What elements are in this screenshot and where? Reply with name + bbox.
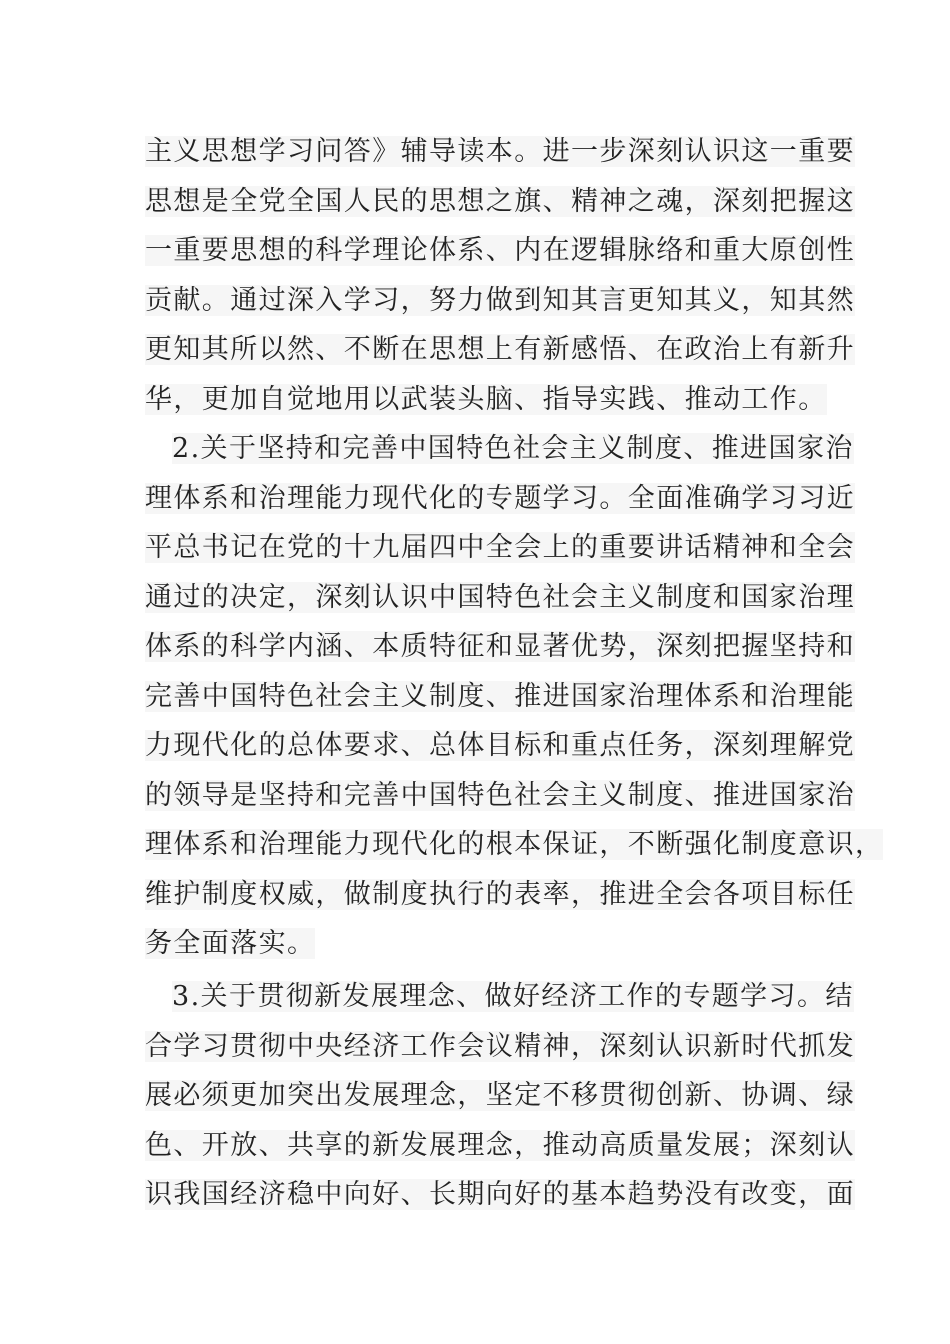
text-line: 务全面落实。 — [145, 928, 316, 959]
text-line: 通过的决定，深刻认识中国特色社会主义制度和国家治理 — [145, 581, 855, 613]
text-line: 主义思想学习问答》辅导读本。进一步深刻认识这一重要 — [145, 136, 855, 167]
paragraph-start-line: 2.关于坚持和完善中国特色社会主义制度、推进国家治 — [172, 433, 854, 464]
text-line: 更知其所以然、不断在思想上有新感悟、在政治上有新升 — [145, 334, 855, 365]
text-line: 理体系和治理能力现代化的专题学习。全面准确学习习近 — [145, 482, 855, 514]
text-line: 展必须更加突出发展理念，坚定不移贯彻创新、协调、绿 — [145, 1080, 855, 1111]
text-line: 识我国经济稳中向好、长期向好的基本趋势没有改变，面 — [145, 1179, 855, 1210]
text-line: 力现代化的总体要求、总体目标和重点任务，深刻理解党 — [145, 730, 855, 761]
text-line: 一重要思想的科学理论体系、内在逻辑脉络和重大原创性 — [145, 235, 855, 266]
text-line: 理体系和治理能力现代化的根本保证，不断强化制度意识， — [145, 829, 884, 860]
text-line: 合学习贯彻中央经济工作会议精神，深刻认识新时代抓发 — [145, 1030, 855, 1062]
text-line: 体系的科学内涵、本质特征和显著优势，深刻把握坚持和 — [145, 631, 855, 662]
text-line: 色、开放、共享的新发展理念，推动高质量发展；深刻认 — [145, 1129, 855, 1161]
text-line: 贡献。通过深入学习，努力做到知其言更知其义，知其然 — [145, 284, 855, 316]
text-line: 的领导是坚持和完善中国特色社会主义制度、推进国家治 — [145, 779, 855, 811]
text-line: 维护制度权威，做制度执行的表率，推进全会各项目标任 — [145, 878, 855, 910]
text-line: 完善中国特色社会主义制度、推进国家治理体系和治理能 — [145, 680, 855, 712]
text-line: 平总书记在党的十九届四中全会上的重要讲话精神和全会 — [145, 532, 855, 563]
text-line: 思想是全党全国人民的思想之旗、精神之魂，深刻把握这 — [145, 185, 855, 217]
text-line: 华，更加自觉地用以武装头脑、指导实践、推动工作。 — [145, 383, 827, 415]
paragraph-start-line: 3.关于贯彻新发展理念、做好经济工作的专题学习。结 — [172, 981, 854, 1012]
